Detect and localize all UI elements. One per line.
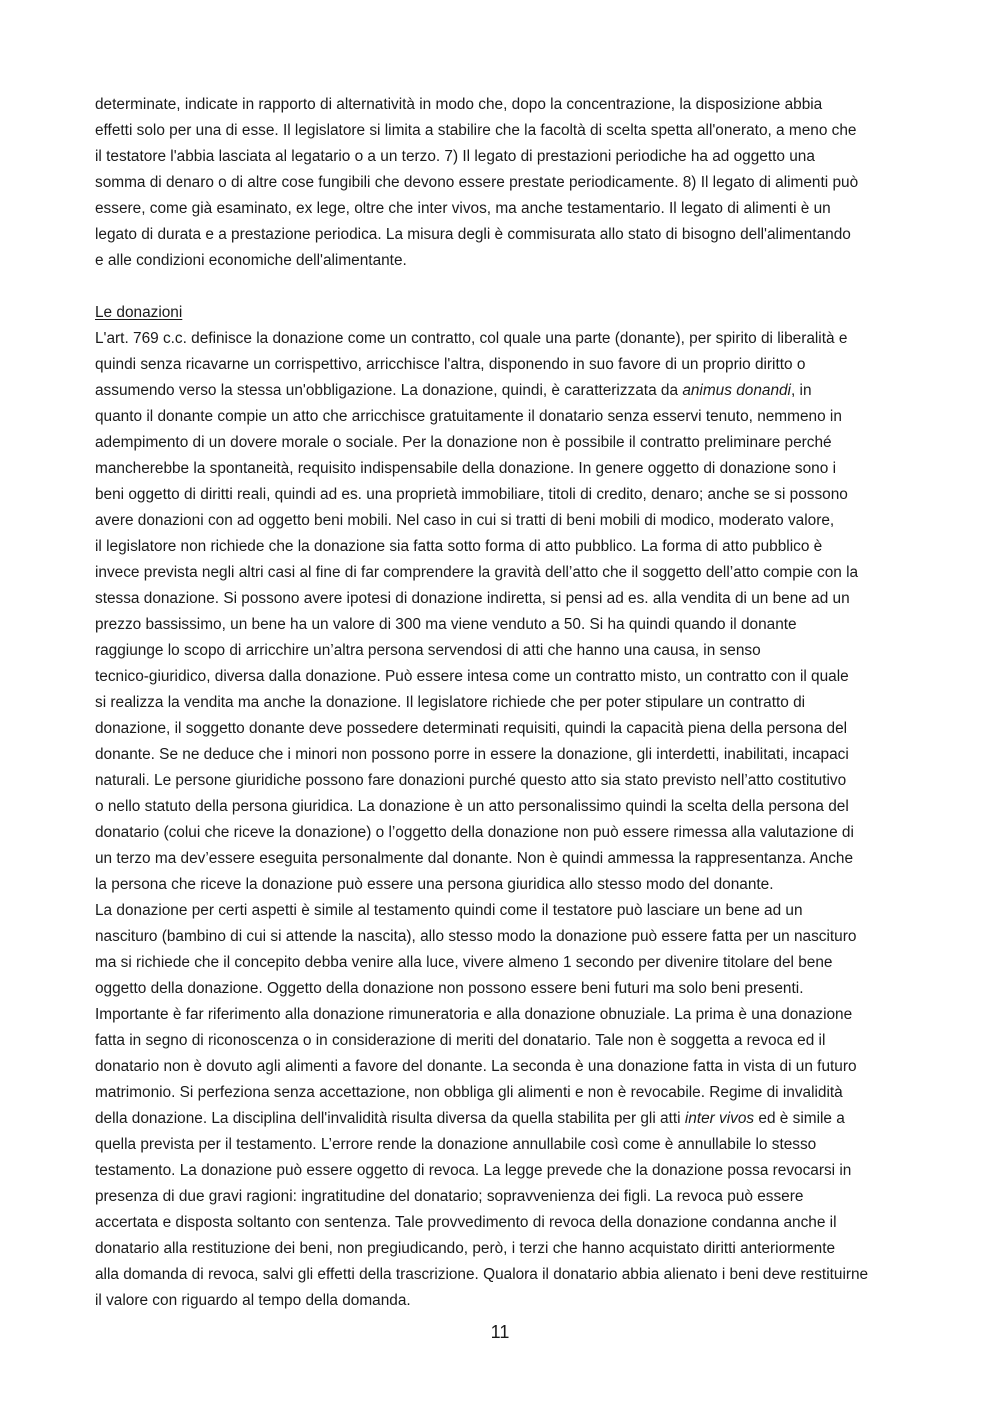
- text-line: raggiunge lo scopo di arricchire un’altra persona servendosi di atti che hanno una causa, in senso: [95, 642, 761, 659]
- text-run: ed è simile a: [754, 1110, 845, 1127]
- section-heading: [95, 300, 910, 326]
- text-line: [95, 1106, 910, 1132]
- text-line: quella prevista per il testamento. L’errore rende la donazione annullabile così come è annullabile lo stesso: [95, 1136, 817, 1153]
- text-line: adempimento di un dovere morale o sociale. Per la donazione non è possibile il contratto preliminare perché: [95, 434, 832, 451]
- text-line: il valore con riguardo al tempo della domanda.: [95, 1292, 411, 1309]
- text-line: donazione, il soggetto donante deve possedere determinati requisiti, quindi la capacità piena della persona del: [95, 720, 848, 737]
- text-line: La donazione per certi aspetti è simile al testamento quindi come il testatore può lasciare un bene ad un: [95, 902, 803, 919]
- text-line: si realizza la vendita ma anche la donazione. Il legislatore richiede che per poter stipulare un contratto di: [95, 694, 806, 711]
- text-line: naturali. Le persone giuridiche possono fare donazioni purché questo atto sia stato previsto nell’atto costitutivo: [95, 772, 847, 789]
- text-line: e alle condizioni economiche dell'alimentante.: [95, 252, 407, 269]
- text-line: ma si richiede che il concepito debba venire alla luce, vivere almeno 1 secondo per divenire titolare del bene: [95, 954, 833, 971]
- text-line: quindi senza ricavarne un corrispettivo, arricchisce l'altra, disponendo in suo favore di un proprio diritto o: [95, 356, 806, 373]
- text-line: alla domanda di revoca, salvi gli effetti della trascrizione. Qualora il donatario abbia alienato i beni deve restituirne: [95, 1266, 869, 1283]
- text-line: nascituro (bambino di cui si attende la nascita), allo stesso modo la donazione può essere fatta per un nascituro: [95, 928, 857, 945]
- text-line: donante. Se ne deduce che i minori non possono porre in essere la donazione, gli interdetti, inabilitati, incapaci: [95, 746, 849, 763]
- text-line: Importante è far riferimento alla donazione rimuneratoria e alla donazione obnuziale. La prima è una donazione: [95, 1006, 853, 1023]
- text-run: , in: [790, 382, 812, 399]
- text-line: invece prevista negli altri casi al fine di far comprendere la gravità dell’atto che il soggetto dell’atto compie con la: [95, 564, 859, 581]
- text-line: prezzo bassissimo, un bene ha un valore di 300 ma viene venduto a 50. Si ha quindi quando il donante: [95, 616, 797, 633]
- text-line: mancherebbe la spontaneità, requisito indispensabile della donazione. In genere oggetto di donazione sono i: [95, 460, 836, 477]
- paragraph-legati: [95, 92, 910, 274]
- text-line: avere donazioni con ad oggetto beni mobili. Nel caso in cui si tratti di beni mobili di modico, moderato valore,: [95, 512, 835, 529]
- page-number: 11: [490, 1322, 510, 1342]
- text-line: essere, come già esaminato, ex lege, oltre che inter vivos, ma anche testamentario. Il legato di alimenti è un: [95, 200, 831, 217]
- text-line: fatta in segno di riconoscenza o in considerazione di meriti del donatario. Tale non è soggetta a revoca ed il: [95, 1032, 826, 1049]
- text-line: matrimonio. Si perfeziona senza accettazione, non obbliga gli alimenti e non è revocabile. Regime di invalidità: [95, 1084, 843, 1101]
- text-line: L'art. 769 c.c. definisce la donazione come un contratto, col quale una parte (donante), per spirito di liberalità e: [95, 330, 848, 347]
- text-line: effetti solo per una di esse. Il legislatore si limita a stabilire che la facoltà di scelta spetta all'onerato, a meno che: [95, 122, 857, 139]
- text-line: o nello statuto della persona giuridica. La donazione è un atto personalissimo quindi la scelta della persona del: [95, 798, 849, 815]
- italic-term: animus donandi: [682, 382, 791, 399]
- text-line: testamento. La donazione può essere oggetto di revoca. La legge prevede che la donazione possa revocarsi in: [95, 1162, 852, 1179]
- text-line: donatario non è dovuto agli alimenti a favore del donante. La seconda è una donazione fatta in vista di un futuro: [95, 1058, 857, 1075]
- italic-term: inter vivos: [684, 1110, 755, 1127]
- text-line: il legislatore non richiede che la donazione sia fatta sotto forma di atto pubblico. La forma di atto pubblico è: [95, 538, 823, 555]
- text-line: quanto il donante compie un atto che arricchisce gratuitamente il donatario senza esservi tenuto, nemmeno in: [95, 408, 842, 425]
- document-body: [95, 92, 910, 1314]
- text-line: beni oggetto di diritti reali, quindi ad es. una proprietà immobiliare, titoli di credito, denaro; anche se si possono: [95, 486, 848, 503]
- text-run: assumendo verso la stessa un'obbligazione. La donazione, quindi, è caratterizzata da: [95, 382, 683, 399]
- paragraph-donazioni-rules: [95, 898, 910, 1314]
- text-line: tecnico-giuridico, diversa dalla donazione. Può essere intesa come un contratto misto, un contratto con il quale: [95, 668, 849, 685]
- text-line: somma di denaro o di altre cose fungibili che devono essere prestate periodicamente. 8) Il legato di alimenti può: [95, 174, 859, 191]
- text-line: accertata e disposta soltanto con sentenza. Tale provvedimento di revoca della donazione condanna anche il: [95, 1214, 837, 1231]
- text-line: donatario (colui che riceve la donazione) o l’oggetto della donazione non può essere rimessa alla valutazione di: [95, 824, 854, 841]
- text-run: della donazione. La disciplina dell'invalidità risulta diversa da quella stabilita per gli atti: [95, 1110, 685, 1127]
- text-line: il testatore l'abbia lasciata al legatario o a un terzo. 7) Il legato di prestazioni periodiche ha ad oggetto una: [95, 148, 815, 165]
- text-line: donatario alla restituzione dei beni, non pregiudicando, però, i terzi che hanno acquistato diritti anteriormente: [95, 1240, 836, 1257]
- text-line: un terzo ma dev’essere eseguita personalmente dal donante. Non è quindi ammessa la rappresentanza. Anche: [95, 850, 854, 867]
- text-line: la persona che riceve la donazione può essere una persona giuridica allo stesso modo del donante.: [95, 876, 774, 893]
- text-line: stessa donazione. Si possono avere ipotesi di donazione indiretta, si pensi ad es. alla vendita di un bene ad un: [95, 590, 850, 607]
- text-line: determinate, indicate in rapporto di alternatività in modo che, dopo la concentrazione, la disposizione abbia: [95, 96, 823, 113]
- paragraph-spacer: [95, 274, 910, 300]
- paragraph-donazioni-definition: [95, 326, 910, 898]
- text-line: [95, 378, 910, 404]
- text-line: legato di durata e a prestazione periodica. La misura degli è commisurata allo stato di bisogno dell'alimentando: [95, 226, 851, 243]
- section-heading-text: Le donazioni: [95, 304, 183, 321]
- text-line: oggetto della donazione. Oggetto della donazione non possono essere beni futuri ma solo beni presenti.: [95, 980, 804, 997]
- text-line: presenza di due gravi ragioni: ingratitudine del donatario; sopravvenienza dei figli. La revoca può essere: [95, 1188, 804, 1205]
